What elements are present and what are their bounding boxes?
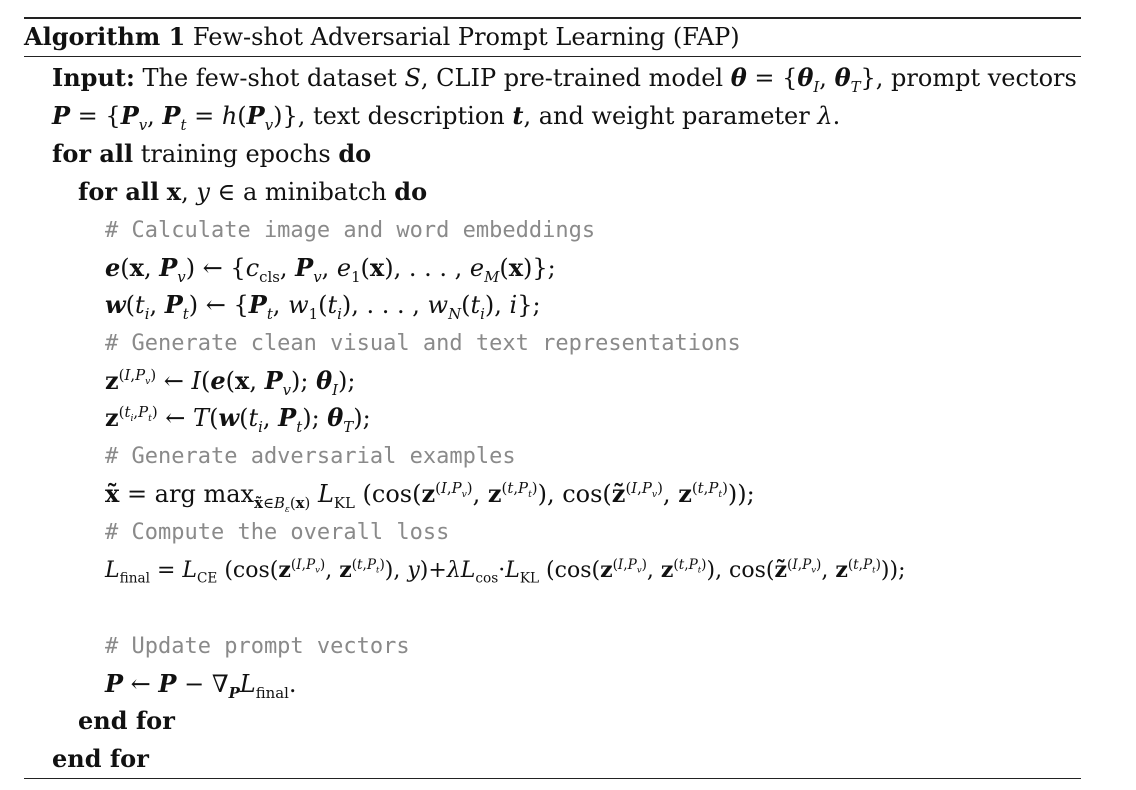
eq-image-embedding: e(x, $P_v$) ← {$c_{cls}$, $P_v$, $e_1(x)$, . . . , $e_M(x)$}; xyxy=(105,253,556,286)
end-for-keyword-outer: end for xyxy=(52,744,149,773)
eq-update-prompt: P ← $P - \nabla_PL_{final}$. xyxy=(105,669,297,702)
comment-update: # Update prompt vectors xyxy=(105,634,410,659)
input-line-1: Input: The few-shot dataset S, CLIP pre-trained model $\theta = \{\theta_I$, $\theta_T$}, prompt vectors xyxy=(52,63,1077,96)
do-keyword: do xyxy=(338,139,372,168)
eq-word-embedding: $w(t_i$, $P_t$) ← {$P_t$, $w_1(t_i)$, . . . , $w_N(t_i)$, i}; xyxy=(105,290,541,323)
comment-representations: # Generate clean visual and text representations xyxy=(105,331,741,356)
for-all-keyword: for all xyxy=(52,139,134,168)
input-text-1: The few-shot dataset xyxy=(142,64,397,92)
comment-adversarial: # Generate adversarial examples xyxy=(105,444,516,469)
outer-loop-text: training epochs xyxy=(140,140,331,168)
minibatch-text: a minibatch xyxy=(242,178,387,206)
input-text-5: , and weight parameter xyxy=(523,102,810,130)
inner-loop-line: for all x, y ∈ a minibatch do xyxy=(78,177,428,206)
do-keyword-inner: do xyxy=(394,177,428,206)
title-rule xyxy=(24,56,1081,57)
input-line-2: $P = \{P_v$, $P_t = h(P_v)$}, text description t, and weight parameter λ. xyxy=(52,101,841,134)
top-rule xyxy=(24,17,1081,19)
comment-loss: # Compute the overall loss xyxy=(105,520,450,545)
input-keyword: Input: xyxy=(52,63,135,92)
outer-loop-line xyxy=(52,139,371,169)
algorithm-title xyxy=(24,22,740,51)
for-all-keyword-inner: for all xyxy=(78,177,160,206)
end-for-keyword-inner: end for xyxy=(78,706,175,735)
eq-final-loss: $L_{final} = L_{CE}$ ($\cos(z^{(I,P_v)}$, $z^{(t,P_t)}$), $y)+\lambda L_{cos}\cdot L_{KL}$ ($\cos(z^{(I,P_v)}$, $z^{(t,P_t)}$), cos(z̃$^{(I,P_v)}$, $z^{(t,P_t)}$)); xyxy=(105,556,906,587)
eq-visual-representation: $z^{(I,P_v)}$ ← I(e(x, $P_v$); $\theta_I$); xyxy=(105,366,356,399)
comment-embeddings: # Calculate image and word embeddings xyxy=(105,218,596,243)
eq-text-representation: $z^{(t_i,P_t)}$ ← $T(w(t_i$, $P_t$); $\theta_T$); xyxy=(105,403,371,436)
bottom-rule xyxy=(24,778,1081,779)
eq-adversarial-example: x̃ = arg $\max_{x̃\in B_\varepsilon(x)} L_{KL}$ ($\cos(z^{(I,P_v)}$, $z^{(t,P_t)}$), cos(z̃$^{(I,P_v)}$, $z^{(t,P_t)}$)); xyxy=(105,479,755,515)
end-for-inner xyxy=(78,706,175,736)
algorithm-name: Few-shot Adversarial Prompt Learning (FAP) xyxy=(192,23,740,51)
algorithm-label: Algorithm 1 xyxy=(24,22,186,51)
input-text-4: , text description xyxy=(297,102,505,130)
end-for-outer xyxy=(52,744,149,774)
input-text-2: , CLIP pre-trained model xyxy=(420,64,724,92)
input-text-3: , prompt vectors xyxy=(875,64,1077,92)
